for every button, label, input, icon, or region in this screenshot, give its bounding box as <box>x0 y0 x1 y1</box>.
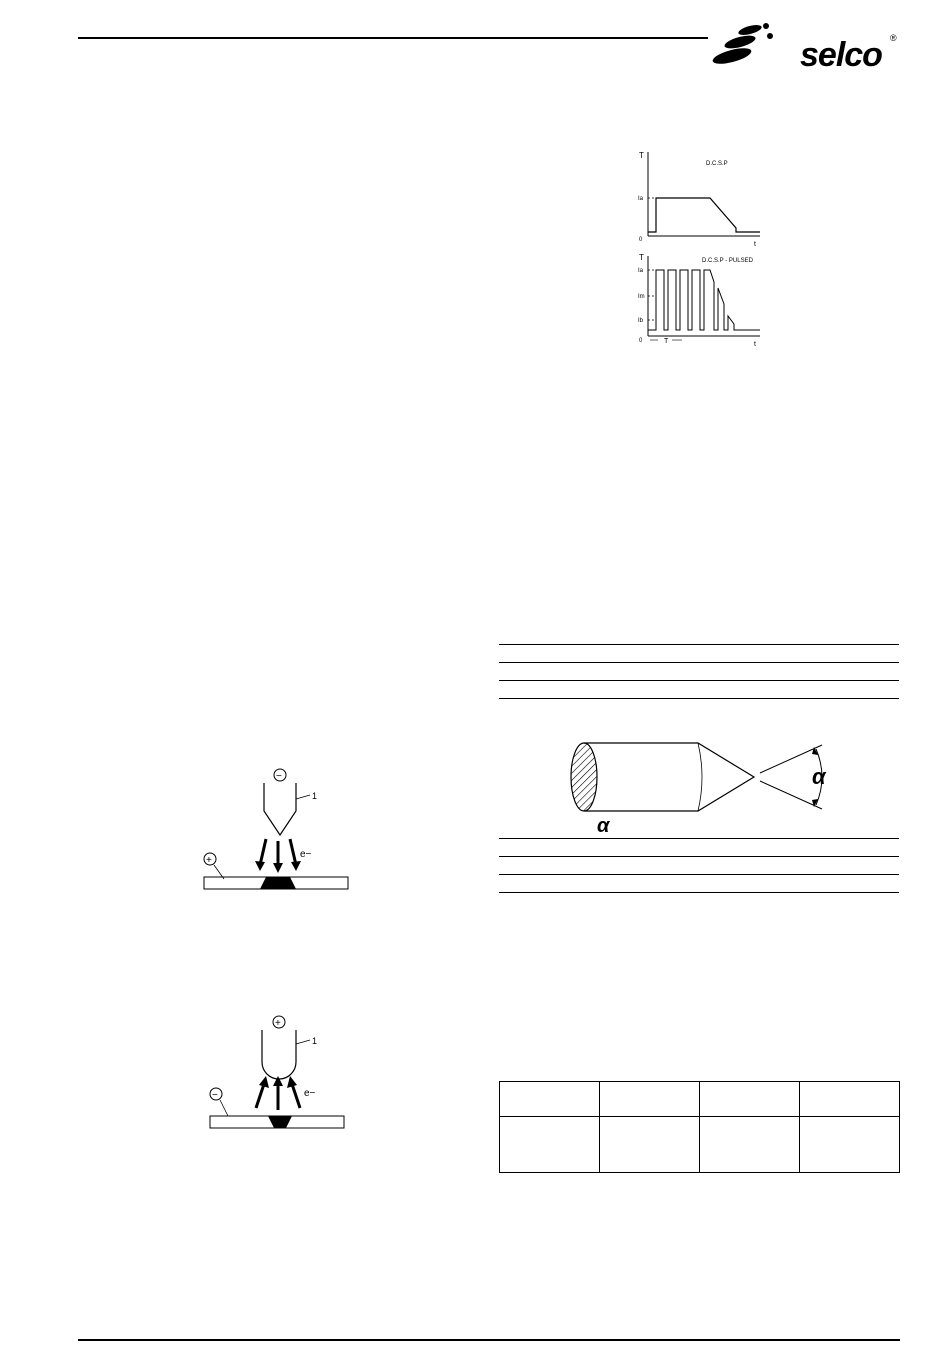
pulsed-im-tick: Im <box>638 294 645 300</box>
table-rule <box>499 838 899 839</box>
dcsp-title: D.C.S.P <box>706 161 728 167</box>
dcsp-x-axis-label: t <box>754 241 756 248</box>
pulsed-period-label: T <box>664 338 669 345</box>
dcsp-electrode-number: 1 <box>312 791 318 801</box>
pulsed-ib-tick: Ib <box>638 318 644 324</box>
pulsed-y-axis-label: T <box>639 253 644 262</box>
dcrp-workpiece-sign: − <box>212 1090 218 1101</box>
table-cell <box>499 1081 600 1117</box>
table-rule <box>499 874 899 875</box>
dcrp-electron-label: e− <box>304 1088 316 1099</box>
dcrp-electrode-diagram <box>206 1012 356 1132</box>
dcsp-workpiece-sign: + <box>206 855 212 866</box>
selco-logo-mark-icon <box>710 20 802 70</box>
header-rule <box>78 37 708 39</box>
dcrp-electrode-sign: + <box>275 1018 281 1029</box>
table-rule <box>499 892 899 893</box>
table-rule <box>499 662 899 663</box>
table-rule <box>499 680 899 681</box>
dcsp-zero-tick: 0 <box>639 237 643 243</box>
tip-angle-caption-symbol: α <box>597 815 610 837</box>
dcsp-y-axis-label: T <box>639 151 644 160</box>
table-cell <box>799 1116 900 1173</box>
selco-logo-wordmark: selco <box>800 36 882 74</box>
table-cell <box>699 1116 800 1173</box>
table-rule <box>499 644 899 645</box>
pulsed-zero-tick: 0 <box>639 338 643 344</box>
footer-rule <box>78 1339 900 1341</box>
dcsp-electrode-sign: − <box>276 771 282 782</box>
dcsp-electrode-diagram <box>198 765 358 895</box>
table-cell <box>599 1116 700 1173</box>
dcsp-pulsed-current-diagram <box>636 252 770 348</box>
table-rule <box>499 856 899 857</box>
pulsed-x-axis-label: t <box>754 341 756 348</box>
table-cell <box>799 1081 900 1117</box>
dcsp-ia-tick: Ia <box>638 196 644 202</box>
table-cell <box>699 1081 800 1117</box>
table-cell <box>499 1116 600 1173</box>
dcsp-electron-label: e− <box>300 849 312 860</box>
table-rule <box>499 698 899 699</box>
pulsed-ia-tick: Ia <box>638 268 644 274</box>
table-cell <box>599 1081 700 1117</box>
pulsed-title: D.C.S.P - PULSED <box>702 258 753 264</box>
registered-mark: ® <box>890 33 897 43</box>
dcrp-electrode-number: 1 <box>312 1036 318 1046</box>
dcsp-current-diagram <box>636 148 770 248</box>
tip-angle-label: α <box>812 764 826 789</box>
